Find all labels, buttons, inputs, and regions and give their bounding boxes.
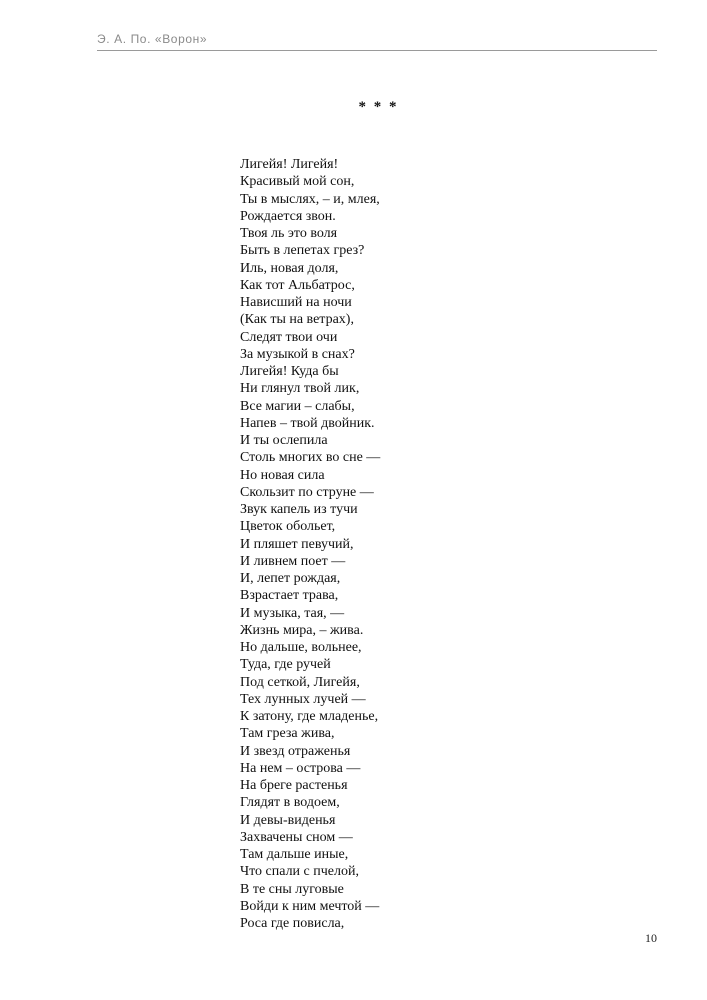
poem-line: Жизнь мира, – жива.	[240, 622, 364, 638]
poem-line: Что спали с пчелой,	[240, 864, 359, 880]
running-header: Э. А. По. «Ворон»	[97, 32, 208, 46]
poem-line: Как тот Альбатрос,	[240, 277, 355, 293]
poem-line: К затону, где младенье,	[240, 709, 379, 724]
section-separator: * * *	[358, 99, 399, 115]
poem-line: Напев – твой двойник.	[240, 415, 375, 431]
poem-line: Иль, новая доля,	[240, 260, 339, 276]
poem-line: Тех лунных лучей —	[240, 691, 366, 707]
poem-line: Красивый мой сон,	[240, 174, 355, 190]
poem-line: И, лепет рождая,	[240, 571, 341, 586]
poem-line: Все магии – слабы,	[240, 398, 355, 414]
poem-line: Глядят в водоем,	[240, 795, 340, 811]
poem-line: Столь многих во сне —	[240, 450, 381, 466]
poem-line: В те сны луговые	[240, 881, 344, 897]
poem-line: Там греза жива,	[240, 726, 335, 742]
poem-line: Под сеткой, Лигейя,	[240, 674, 360, 690]
poem-line: На бреге растенья	[240, 778, 348, 793]
poem-line: Захвачены сном —	[240, 829, 353, 845]
poem-line: Твоя ль это воля	[240, 226, 338, 241]
poem-line: За музыкой в снах?	[240, 346, 355, 362]
poem-stanza	[240, 156, 380, 932]
poem-line: Лигейя! Лигейя!	[240, 157, 339, 172]
poem-line: Следят твои очи	[240, 329, 338, 345]
poem-line: И ты ослепила	[240, 433, 328, 448]
poem-line: Лигейя! Куда бы	[240, 364, 339, 379]
poem-line: Там дальше иные,	[240, 847, 349, 862]
poem-line: Нависший на ночи	[240, 295, 352, 310]
poem-line: (Как ты на ветрах),	[240, 312, 354, 328]
poem-line: Войди к ним мечтой —	[240, 898, 380, 914]
poem-line: Цветок обольет,	[240, 519, 336, 535]
poem-line: Ни глянул твой лик,	[240, 381, 360, 397]
poem-line: Рождается звон.	[240, 208, 336, 224]
poem-line: Быть в лепетах грез?	[240, 243, 365, 259]
page-number: 10	[645, 931, 657, 945]
poem-line: И ливнем поет —	[240, 553, 346, 569]
header-divider	[97, 50, 657, 51]
poem-line: Скользит по струне —	[240, 484, 374, 500]
poem-line: И звезд отраженья	[240, 743, 351, 759]
poem-line: Взрастает трава,	[240, 588, 339, 604]
poem-line: Туда, где ручей	[240, 657, 331, 673]
poem-line: Роса где повисла,	[240, 916, 345, 931]
poem-line: И музыка, тая, —	[240, 605, 345, 621]
poem-line: И девы-виденья	[240, 812, 336, 828]
poem-line: Звук капель из тучи	[240, 502, 358, 517]
poem-line: И пляшет певучий,	[240, 536, 354, 552]
poem-line: На нем – острова —	[240, 760, 361, 776]
poem-line: Но новая сила	[240, 467, 325, 483]
poem-line: Ты в мыслях, – и, млея,	[240, 191, 380, 207]
poem-line: Но дальше, вольнее,	[240, 640, 362, 655]
